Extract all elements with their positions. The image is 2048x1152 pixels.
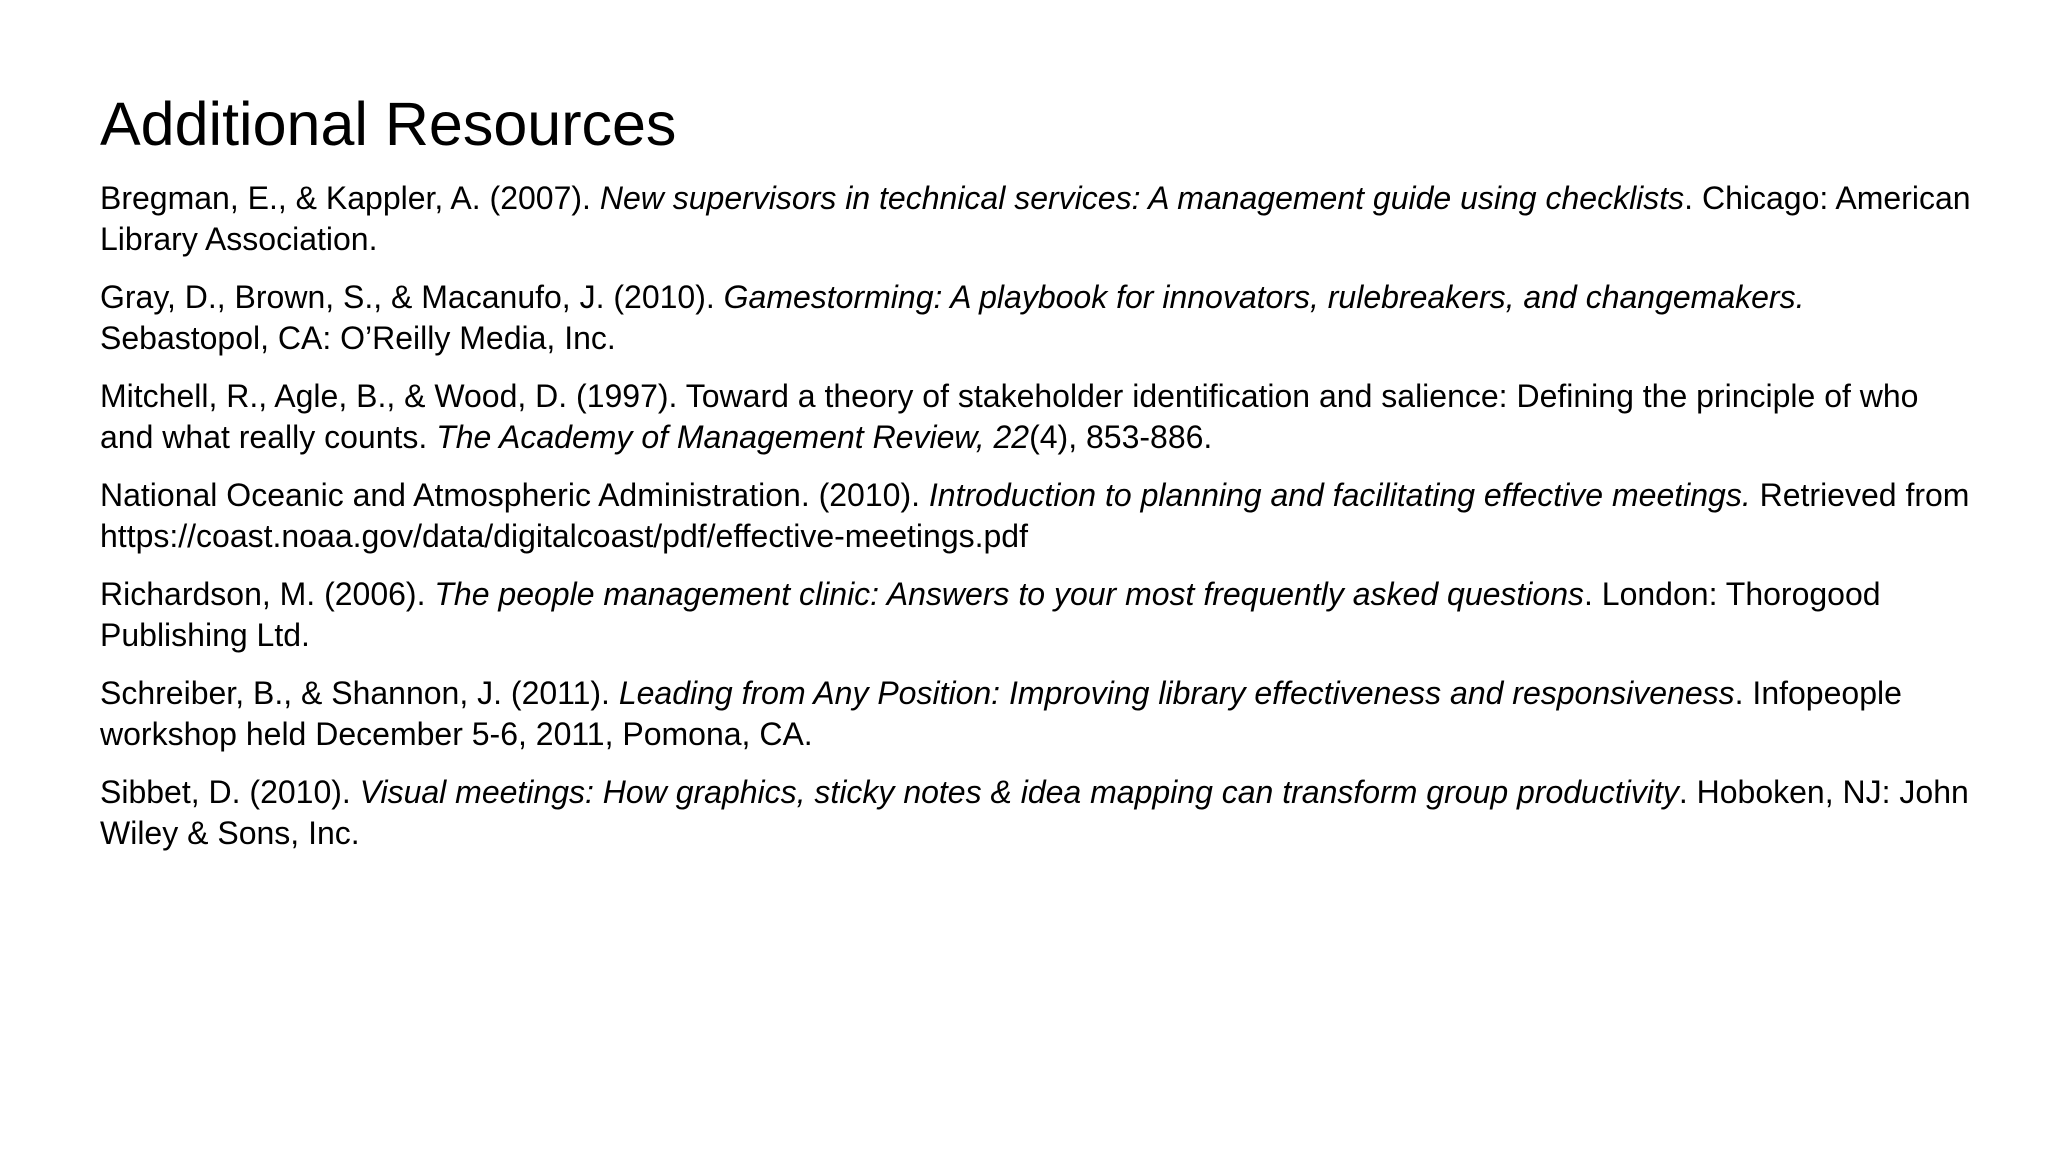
reference-text: . Chicago: American Library Association. [100,180,1971,257]
reference-text: Mitchell, R., Agle, B., & Wood, D. (1997). Toward a theory of stakeholder identification and salience: Defining the principle of who and what really counts. [100,378,1919,455]
reference-text: Sibbet, D. (2010). [100,774,360,810]
slide-title: Additional Resources [100,90,677,158]
reference-item [100,376,1980,458]
reference-text: . Hoboken, NJ: John Wiley & Sons, Inc. [100,774,1969,851]
reference-text: . Infopeople workshop held December 5-6, 2011, Pomona, CA. [100,675,1902,752]
reference-text: (4), 853-886. [1029,419,1213,455]
reference-list [100,178,1980,871]
reference-title: Visual meetings: How graphics, sticky notes & idea mapping can transform group productivity [359,774,1679,810]
reference-item [100,574,1980,656]
reference-title: New supervisors in technical services: A management guide using checklists [599,180,1685,216]
reference-text: Richardson, M. (2006). [100,576,435,612]
reference-item [100,673,1980,755]
reference-item [100,178,1980,260]
reference-text: National Oceanic and Atmospheric Administration. (2010). [100,477,929,513]
reference-item [100,772,1980,854]
reference-text: Retrieved from https://coast.noaa.gov/data/digitalcoast/pdf/effective-meetings.pdf [100,477,1970,554]
reference-text: . London: Thorogood Publishing Ltd. [100,576,1881,653]
reference-title: The people management clinic: Answers to your most frequently asked questions [434,576,1584,612]
reference-title: The Academy of Management Review, 22 [436,419,1030,455]
reference-title: Introduction to planning and facilitating effective meetings. [928,477,1751,513]
reference-text: Gray, D., Brown, S., & Macanufo, J. (2010). [100,279,724,315]
reference-title: Leading from Any Position: Improving library effectiveness and responsiveness [618,675,1735,711]
reference-text: Sebastopol, CA: O’Reilly Media, Inc. [100,320,616,356]
reference-text: Schreiber, B., & Shannon, J. (2011). [100,675,619,711]
reference-text: Bregman, E., & Kappler, A. (2007). [100,180,600,216]
reference-item [100,475,1980,557]
reference-title: Gamestorming: A playbook for innovators, rulebreakers, and changemakers. [723,279,1805,315]
reference-item [100,277,1980,359]
